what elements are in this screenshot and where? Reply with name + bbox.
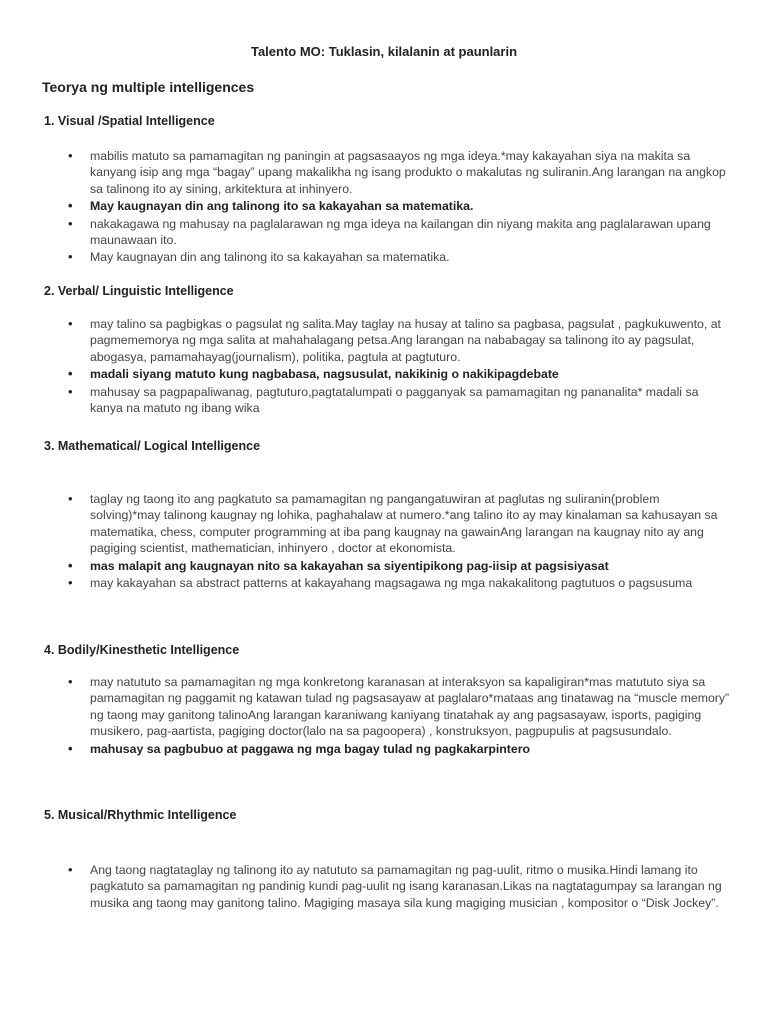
bullet-list-mathematical <box>90 491 730 592</box>
list-item: • nakakagawa ng mahusay na paglalarawan ng mga ideya na kailangan din niyang makita ang paglalarawan upang maunawaan ito. <box>90 216 730 249</box>
list-item: • Ang taong nagtataglay ng talinong ito ay natututo sa pamamagitan ng pag-uulit, ritmo o musika.Hindi lamang ito pagkatuto sa pamamagitan ng pandinig kundi pag-uulit ng isang karanasan.Likas na nagtatagumpay sa larangan ng musika ang taong may ganitong talino. Magiging masaya sila kung magiging musician , kompositor o “Disk Jockey”. <box>90 862 730 911</box>
section-heading-visual: 1. Visual /Spatial Intelligence <box>44 114 215 128</box>
bullet-list-visual <box>90 148 730 267</box>
list-item: • may kakayahan sa abstract patterns at kakayahang magsagawa ng mga nakakalitong pagtutuos o pagsusuma <box>90 575 730 591</box>
section-heading-mathematical: 3. Mathematical/ Logical Intelligence <box>44 439 261 453</box>
bullet-list-bodily <box>90 674 730 758</box>
list-item: • mabilis matuto sa pamamagitan ng paningin at pagsasaayos ng mga ideya.*may kakayahan siya na makita sa kanyang isip ang mga “bagay” upang makalikha ng isang produkto o makalutas ng suliranin.Ang larangan na angkop sa talinong ito ay sining, arkitektura at inhinyero. <box>90 148 730 197</box>
list-item: • May kaugnayan din ang talinong ito sa kakayahan sa matematika. <box>90 198 730 214</box>
list-item: • madali siyang matuto kung nagbabasa, nagsusulat, nakikinig o nakikipagdebate <box>90 366 730 382</box>
section-heading-bodily: 4. Bodily/Kinesthetic Intelligence <box>44 643 240 657</box>
list-item: • mas malapit ang kaugnayan nito sa kakayahan sa siyentipikong pag-iisip at pagsisiyasat <box>90 558 730 574</box>
section-heading-verbal: 2. Verbal/ Linguistic Intelligence <box>44 284 234 298</box>
section-heading-musical: 5. Musical/Rhythmic Intelligence <box>44 808 237 822</box>
document-title: Talento MO: Tuklasin, kilalanin at paunlarin <box>250 44 518 59</box>
list-item: • may talino sa pagbigkas o pagsulat ng salita.May taglay na husay at talino sa pagbasa, pagsulat , pagkukuwento, at pagmememorya ng mga salita at mahahalagang petsa.Ang larangan na nababagay sa talinong ito ay pagsulat, abogasya, pamamahayag(journalism), politika, pagtula at pagtuturo. <box>90 316 730 365</box>
list-item: • mahusay sa pagbubuo at paggawa ng mga bagay tulad ng pagkakarpintero <box>90 741 730 757</box>
list-item: • mahusay sa pagpapaliwanag, pagtuturo,pagtatalumpati o pagganyak sa pamamagitan ng pananalita* madali sa kanya na matuto ng ibang wika <box>90 384 730 417</box>
list-item: • may natututo sa pamamagitan ng mga konkretong karanasan at interaksyon sa kapaligiran*mas matututo siya sa pamamagitan ng paggamit ng katawan tulad ng pagsasayaw at paglalaro*mataas ang tinatawag na “muscle memory” ng taong may ganitong talinoAng larangan karaniwang kaniyang tinatahak ay ang pagsasayaw, isports, pagiging musikero, pag-aartista, pagiging doctor(lalo na sa pagoopera) , konstruksyon, pagpupulis at pagsusundalo. <box>90 674 730 740</box>
list-item: • May kaugnayan din ang talinong ito sa kakayahan sa matematika. <box>90 249 730 265</box>
bullet-list-musical <box>90 862 730 912</box>
bullet-list-verbal <box>90 316 730 417</box>
list-item: • taglay ng taong ito ang pagkatuto sa pamamagitan ng pangangatuwiran at paglutas ng suliranin(problem solving)*may talinong kaugnay ng lohika, paghahalaw at numero.*ang talino ito ay may kinalaman sa kahusayan sa matematika, chess, computer programming at iba pang kaugnay na gawainAng larangan na kaugnay nito ay ang pagiging scientist, mathematician, inhinyero , doctor at ekonomista. <box>90 491 730 557</box>
document-subtitle: Teorya ng multiple intelligences <box>42 79 255 95</box>
